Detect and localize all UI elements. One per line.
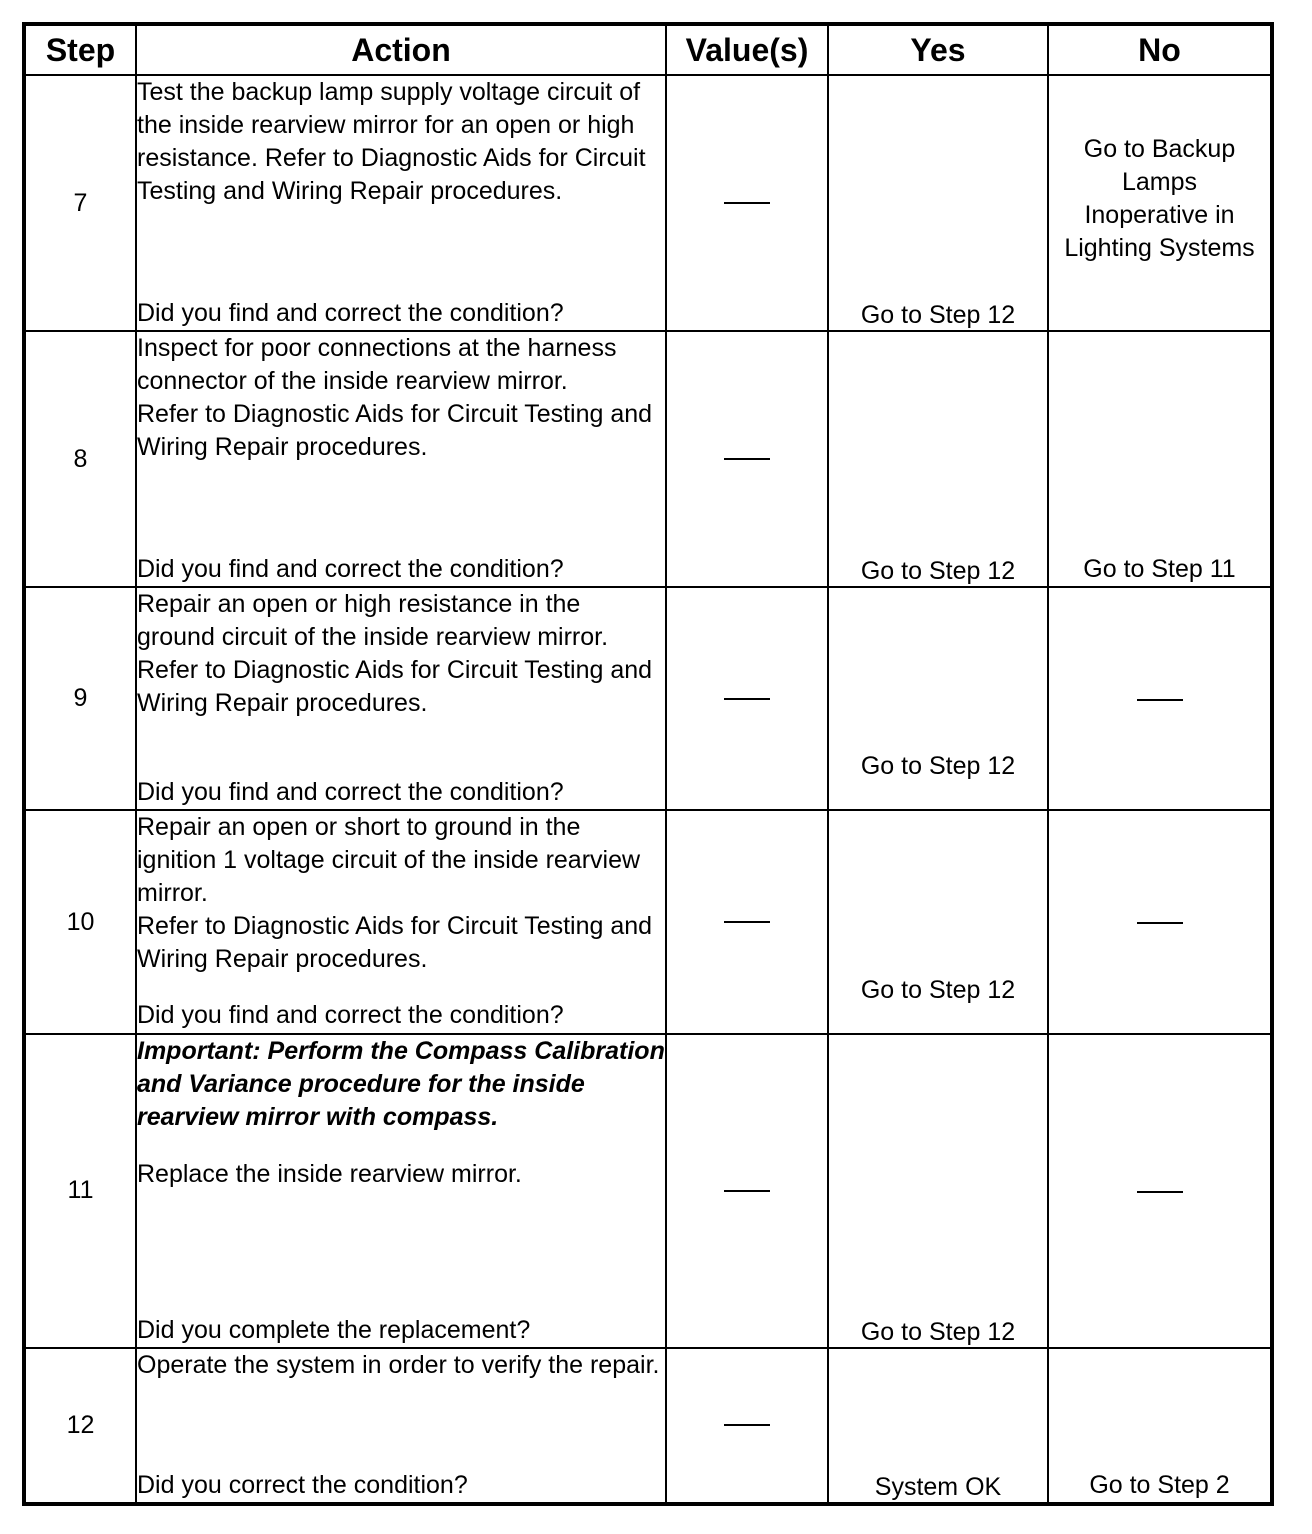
- dash-mark: [724, 202, 770, 204]
- header-action: Action: [136, 24, 666, 75]
- action-text: Test the backup lamp supply voltage circuit of the inside rearview mirror for an open or high resistance. Refer to Diagnostic Aids for Circuit Testing and Wiring Repair procedures.: [137, 78, 646, 205]
- action-question: Did you correct the condition?: [137, 1470, 468, 1499]
- dash-mark: [724, 1190, 770, 1192]
- action-text: Refer to Diagnostic Aids for Circuit Testing and Wiring Repair procedures.: [137, 912, 653, 974]
- action-question: Did you find and correct the condition?: [137, 1001, 564, 1030]
- dash-mark: [1137, 922, 1183, 924]
- dash-mark: [1137, 699, 1183, 701]
- value-cell: [666, 810, 828, 1033]
- dash-mark: [724, 698, 770, 700]
- header-step: Step: [24, 24, 136, 75]
- action-question: Did you find and correct the condition?: [137, 299, 564, 327]
- value-cell: [666, 1348, 828, 1504]
- yes-cell: Go to Step 12: [828, 75, 1048, 331]
- value-cell: [666, 331, 828, 587]
- action-text: Repair an open or short to ground in the ignition 1 voltage circuit of the inside rearview mirror.: [137, 813, 641, 908]
- action-text: Replace the inside rearview mirror.: [137, 1159, 522, 1188]
- no-cell: [1048, 1034, 1272, 1348]
- action-cell: [136, 1034, 666, 1348]
- header-value: Value(s): [666, 24, 828, 75]
- no-cell: Go to Backup Lamps Inoperative in Lighting Systems: [1048, 75, 1272, 331]
- dash-mark: [724, 921, 770, 923]
- value-cell: [666, 1034, 828, 1348]
- action-cell: [136, 810, 666, 1033]
- table-row: [24, 331, 1272, 587]
- dash-mark: [724, 1424, 770, 1426]
- action-cell: [136, 75, 666, 331]
- header-yes: Yes: [828, 24, 1048, 75]
- action-text: Inspect for poor connections at the harness connector of the inside rearview mirror.: [137, 334, 617, 396]
- dash-mark: [1137, 1191, 1183, 1193]
- step-number: 10: [24, 810, 136, 1033]
- step-number: 11: [24, 1034, 136, 1348]
- value-cell: [666, 587, 828, 810]
- action-cell: [136, 331, 666, 587]
- step-number: 8: [24, 331, 136, 587]
- action-question: Did you complete the replacement?: [137, 1315, 531, 1344]
- dash-mark: [724, 458, 770, 460]
- action-cell: [136, 587, 666, 810]
- yes-cell: Go to Step 12: [828, 587, 1048, 810]
- yes-cell: Go to Step 12: [828, 810, 1048, 1033]
- yes-cell: Go to Step 12: [828, 1034, 1048, 1348]
- table-row: [24, 1034, 1272, 1348]
- no-cell: Go to Step 2: [1048, 1348, 1272, 1504]
- table-row: [24, 587, 1272, 810]
- yes-cell: System OK: [828, 1348, 1048, 1504]
- header-row: [24, 24, 1272, 75]
- action-text: Operate the system in order to verify the repair.: [137, 1350, 660, 1379]
- action-text: Refer to Diagnostic Aids for Circuit Testing and Wiring Repair procedures.: [137, 400, 653, 462]
- step-number: 7: [24, 75, 136, 331]
- table-row: [24, 810, 1272, 1033]
- table-row: [24, 1348, 1272, 1504]
- action-text: Repair an open or high resistance in the ground circuit of the inside rearview mirror.: [137, 590, 609, 652]
- step-number: 9: [24, 587, 136, 810]
- no-cell: Go to Step 11: [1048, 331, 1272, 587]
- action-cell: [136, 1348, 666, 1504]
- header-no: No: [1048, 24, 1272, 75]
- action-question: Did you find and correct the condition?: [137, 555, 564, 584]
- no-cell: [1048, 587, 1272, 810]
- no-cell: [1048, 810, 1272, 1033]
- yes-cell: Go to Step 12: [828, 331, 1048, 587]
- action-text: Refer to Diagnostic Aids for Circuit Testing and Wiring Repair procedures.: [137, 656, 653, 718]
- important-note: Important: Perform the Compass Calibration and Variance procedure for the inside rearview mirror with compass.: [137, 1036, 665, 1131]
- table-row: [24, 75, 1272, 331]
- diagnostic-table: [22, 22, 1274, 1506]
- step-number: 12: [24, 1348, 136, 1504]
- value-cell: [666, 75, 828, 331]
- action-question: Did you find and correct the condition?: [137, 778, 564, 807]
